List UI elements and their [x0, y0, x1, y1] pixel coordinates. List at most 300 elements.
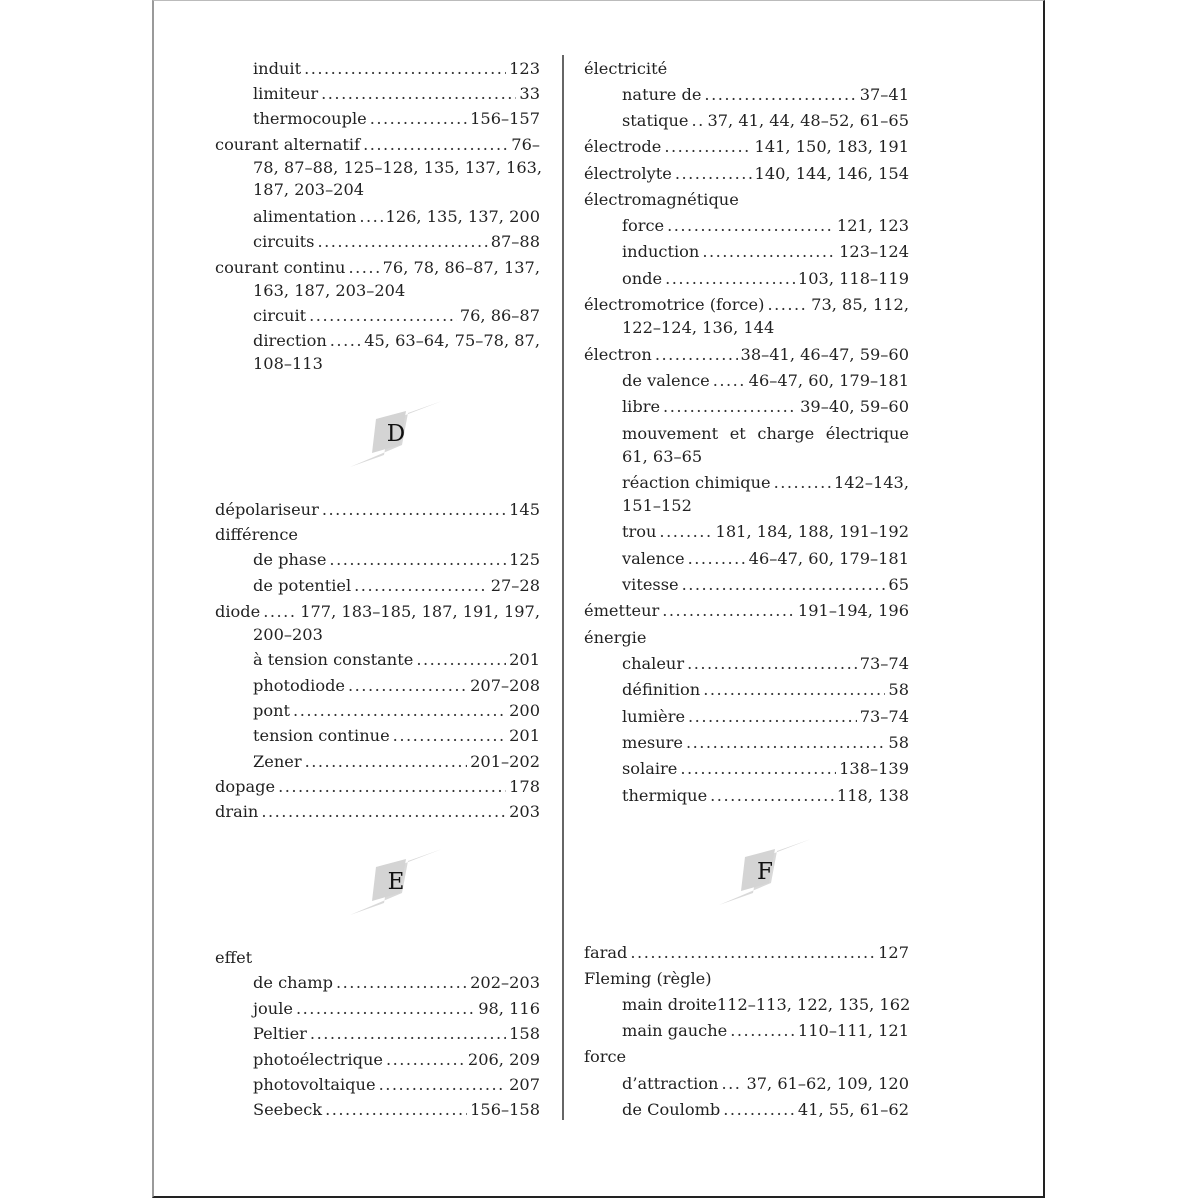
dot-leader	[309, 305, 457, 328]
entry-term: Zener	[253, 752, 302, 771]
entry-line	[622, 706, 909, 729]
dot-leader	[317, 231, 487, 254]
entry-line	[622, 472, 909, 495]
entry-line	[253, 575, 540, 598]
index-subentry	[622, 268, 909, 291]
entry-term: mouvement et charge électrique	[622, 424, 909, 443]
entry-line	[622, 521, 909, 544]
entry-pages-continuation: 78, 87–88, 125–128, 135, 137, 163,	[253, 157, 543, 177]
entry-pages: 46–47, 60, 179–181	[748, 371, 909, 390]
index-subentry	[622, 396, 909, 419]
dot-leader	[359, 206, 382, 229]
entry-pages-continuation: 108–113	[253, 353, 323, 373]
entry-term: thermocouple	[253, 109, 367, 128]
entry-term: valence	[622, 549, 685, 568]
entry-line	[584, 627, 909, 650]
dot-leader	[713, 370, 746, 393]
column-divider	[562, 55, 564, 1120]
entry-pages: 203	[509, 802, 540, 821]
entry-term: électrolyte	[584, 164, 672, 183]
index-subentry	[253, 649, 540, 672]
dot-leader	[686, 732, 885, 755]
entry-line	[622, 84, 909, 107]
dot-leader	[667, 215, 834, 238]
entry-term: réaction chimique	[622, 473, 771, 492]
index-subentry	[253, 549, 540, 572]
entry-line	[253, 1099, 540, 1122]
entry-pages: 138–139	[839, 759, 909, 778]
entry-pages: 73, 85, 112,	[811, 295, 909, 314]
dot-leader	[363, 134, 508, 157]
entry-line	[253, 231, 540, 254]
dot-leader	[393, 725, 506, 748]
dot-leader	[710, 785, 834, 808]
dot-leader	[675, 163, 752, 186]
index-entry	[215, 601, 540, 646]
entry-term: induit	[253, 59, 302, 78]
index-subentry	[622, 574, 909, 597]
dot-leader	[688, 548, 746, 571]
entry-term: nature de	[622, 85, 702, 104]
entry-pages: 156–157	[470, 109, 540, 128]
index-subentry	[622, 1020, 909, 1043]
entry-term: définition	[622, 680, 701, 699]
entry-pages: 110–111, 121	[797, 1021, 909, 1040]
entry-line	[622, 758, 909, 781]
entry-pages: 127	[878, 943, 909, 962]
entry-term: mesure	[622, 733, 683, 752]
index-entry	[584, 627, 909, 650]
index-subentry	[253, 700, 540, 723]
entry-pages: 177, 183–185, 187, 191, 197,	[300, 602, 540, 621]
entry-pages: 181, 184, 188, 191–192	[715, 522, 909, 541]
dot-leader	[263, 601, 297, 624]
entry-pages: 207	[509, 1075, 540, 1094]
index-subentry	[622, 732, 909, 755]
section-letter-badge	[715, 837, 815, 907]
entry-line	[622, 423, 909, 446]
entry-pages: 191–194, 196	[797, 601, 909, 620]
index-entry	[215, 524, 540, 547]
index-entry	[215, 134, 543, 202]
entry-term: direction	[253, 331, 327, 350]
entry-line	[622, 396, 909, 419]
index-subentry	[622, 758, 909, 781]
section-letter-badge	[346, 399, 446, 469]
entry-term: électrode	[584, 137, 662, 156]
dot-leader	[329, 549, 506, 572]
index-entry	[215, 801, 540, 824]
dot-leader	[665, 268, 795, 291]
dot-leader	[336, 972, 467, 995]
entry-line	[253, 549, 540, 572]
entry-line	[584, 1046, 909, 1069]
entry-pages: 37–41	[859, 85, 909, 104]
entry-line	[622, 785, 909, 808]
index-entry	[584, 942, 909, 965]
entry-term: électromagnétique	[584, 190, 739, 209]
entry-term: effet	[215, 948, 253, 967]
entry-pages: 201–202	[470, 752, 540, 771]
index-subentry	[622, 785, 909, 808]
entry-line	[253, 83, 540, 106]
dot-leader	[278, 776, 506, 799]
entry-term: tension continue	[253, 726, 390, 745]
entry-term: diode	[215, 602, 261, 621]
entry-line	[622, 370, 909, 393]
dot-leader	[664, 136, 751, 159]
dot-leader	[663, 396, 797, 419]
entry-pages: 37, 61–62, 109, 120	[746, 1074, 909, 1093]
entry-term: chaleur	[622, 654, 685, 673]
index-subentry	[622, 241, 909, 264]
dot-leader	[662, 600, 795, 623]
entry-line	[215, 776, 540, 799]
entry-pages: 141, 150, 183, 191	[754, 137, 909, 156]
entry-pages-continuation: 163, 187, 203–204	[253, 280, 406, 300]
entry-pages-continuation: 122–124, 136, 144	[622, 317, 775, 337]
entry-line	[622, 268, 909, 291]
dot-leader	[688, 706, 857, 729]
entry-line	[215, 801, 540, 824]
entry-term: Seebeck	[253, 1100, 323, 1119]
index-subentry	[622, 472, 909, 517]
entry-pages: 98, 116	[478, 999, 540, 1018]
dot-leader	[370, 108, 467, 131]
entry-pages: 38–41, 46–47, 59–60	[740, 345, 909, 364]
entry-term: thermique	[622, 786, 708, 805]
entry-pages: 200	[509, 701, 540, 720]
entry-term: pont	[253, 701, 291, 720]
entry-line	[253, 649, 540, 672]
entry-line	[253, 751, 540, 774]
entry-term: photodiode	[253, 676, 346, 695]
dot-leader	[721, 1073, 743, 1096]
dot-leader	[630, 942, 875, 965]
entry-line	[215, 947, 540, 970]
index-entry	[215, 257, 540, 302]
entry-pages: 118, 138	[836, 786, 909, 805]
entry-line	[622, 548, 909, 571]
entry-line	[622, 1073, 909, 1096]
entry-pages: 33	[519, 84, 540, 103]
entry-term: photovoltaique	[253, 1075, 376, 1094]
dot-leader	[348, 675, 467, 698]
entry-line	[253, 58, 540, 81]
entry-pages: 121, 123	[836, 216, 909, 235]
entry-term: limiteur	[253, 84, 319, 103]
entry-pages-continuation: 61, 63–65	[622, 446, 703, 466]
entry-line	[584, 163, 909, 186]
entry-term: drain	[215, 802, 259, 821]
index-subentry	[253, 1049, 540, 1072]
entry-term: émetteur	[584, 601, 660, 620]
entry-pages: 178	[509, 777, 540, 796]
index-entry	[215, 947, 540, 970]
entry-line	[584, 968, 909, 991]
index-subentry	[622, 706, 909, 729]
index-subentry	[253, 58, 540, 81]
entry-line	[584, 294, 909, 317]
entry-pages: 76, 78, 86–87, 137,	[382, 258, 540, 277]
entry-line	[622, 574, 909, 597]
index-entry	[584, 1046, 909, 1069]
entry-term: solaire	[622, 759, 678, 778]
entry-line	[253, 1023, 540, 1046]
index-subentry	[622, 215, 909, 238]
dot-leader	[321, 83, 516, 106]
entry-pages: 76–	[511, 135, 540, 154]
dot-leader	[702, 241, 836, 264]
index-subentry	[253, 1074, 540, 1097]
entry-line	[215, 601, 540, 624]
entry-term: onde	[622, 269, 663, 288]
entry-term: électromotrice (force)	[584, 295, 765, 314]
dot-leader	[261, 801, 506, 824]
index-subentry	[622, 423, 909, 468]
entry-pages: 207–208	[470, 676, 540, 695]
index-entry	[584, 58, 909, 81]
entry-pages: 206, 209	[467, 1050, 540, 1069]
section-letter-badge	[346, 847, 446, 917]
dot-leader	[723, 1099, 795, 1122]
index-subentry	[622, 84, 909, 107]
entry-line	[584, 58, 909, 81]
entry-term: trou	[622, 522, 657, 541]
entry-pages: 65	[888, 575, 909, 594]
entry-term: d’attraction	[622, 1074, 719, 1093]
entry-term: courant continu	[215, 258, 346, 277]
entry-term: de phase	[253, 550, 327, 569]
index-entry	[584, 136, 909, 159]
index-subentry	[253, 575, 540, 598]
dot-leader	[730, 1020, 795, 1043]
index-subentry	[622, 653, 909, 676]
dot-leader	[305, 751, 468, 774]
index-entry	[215, 499, 540, 522]
entry-pages: 202–203	[470, 973, 540, 992]
entry-pages: 123–124	[839, 242, 909, 261]
entry-line	[215, 257, 540, 280]
entry-line	[253, 1049, 540, 1072]
index-subentry	[622, 110, 909, 133]
index-subentry	[253, 751, 540, 774]
entry-term: farad	[584, 943, 628, 962]
entry-pages: 142–143,	[833, 473, 909, 492]
entry-term: de champ	[253, 973, 333, 992]
dot-leader	[680, 758, 836, 781]
entry-line	[622, 994, 909, 1017]
dot-leader	[774, 472, 831, 495]
entry-term: libre	[622, 397, 661, 416]
section-letter: E	[387, 869, 405, 895]
entry-term: force	[622, 216, 665, 235]
dot-leader	[379, 1074, 507, 1097]
entry-pages: 201	[509, 726, 540, 745]
index-subentry	[253, 1099, 540, 1122]
section-letter: D	[386, 421, 406, 447]
entry-line	[622, 653, 909, 676]
dot-leader	[386, 1049, 465, 1072]
index-subentry	[253, 972, 540, 995]
entry-line	[215, 524, 540, 547]
entry-pages: 76, 86–87	[459, 306, 540, 325]
dot-leader	[682, 574, 886, 597]
dot-leader	[304, 58, 506, 81]
entry-line	[253, 330, 540, 353]
dot-leader	[687, 653, 857, 676]
entry-term: lumière	[622, 707, 686, 726]
entry-line	[622, 1099, 909, 1122]
entry-term: joule	[253, 999, 293, 1018]
entry-pages: 46–47, 60, 179–181	[748, 549, 909, 568]
index-subentry	[253, 330, 540, 375]
entry-term: de potentiel	[253, 576, 352, 595]
entry-pages: 73–74	[859, 707, 909, 726]
entry-line	[584, 189, 909, 212]
entry-pages: 201	[509, 650, 540, 669]
index-subentry	[253, 305, 540, 328]
index-entry	[584, 600, 909, 623]
entry-pages: 45, 63–64, 75–78, 87,	[364, 331, 540, 350]
dot-leader	[293, 700, 506, 723]
entry-line	[584, 344, 909, 367]
index-entry	[584, 294, 909, 339]
dot-leader	[310, 1023, 506, 1046]
entry-line	[253, 206, 540, 229]
index-subentry	[253, 675, 540, 698]
entry-line	[253, 1074, 540, 1097]
index-subentry	[253, 206, 540, 229]
dot-leader	[348, 257, 379, 280]
dot-leader	[330, 330, 361, 353]
index-subentry	[622, 679, 909, 702]
entry-pages: 156–158	[470, 1100, 540, 1119]
entry-term: de Coulomb	[622, 1100, 721, 1119]
index-subentry	[622, 521, 909, 544]
entry-pages: 145	[509, 500, 540, 519]
dot-leader	[354, 575, 488, 598]
entry-term: circuits	[253, 232, 315, 251]
index-subentry	[253, 998, 540, 1021]
entry-term: courant alternatif	[215, 135, 361, 154]
entry-line	[622, 241, 909, 264]
index-subentry	[622, 370, 909, 393]
entry-term: vitesse	[622, 575, 679, 594]
dot-leader	[703, 679, 885, 702]
entry-pages: 103, 118–119	[797, 269, 909, 288]
index-entry	[584, 163, 909, 186]
index-subentry	[253, 83, 540, 106]
entry-line	[253, 700, 540, 723]
index-subentry	[253, 108, 540, 131]
index-subentry	[622, 1073, 909, 1096]
entry-line	[215, 134, 540, 157]
index-subentry	[622, 1099, 909, 1122]
entry-term: circuit	[253, 306, 307, 325]
entry-term: Peltier	[253, 1024, 307, 1043]
index-subentry	[622, 994, 909, 1017]
entry-term: dépolariseur	[215, 500, 319, 519]
entry-pages-continuation: 200–203	[253, 624, 323, 644]
entry-line	[253, 972, 540, 995]
entry-term: photoélectrique	[253, 1050, 383, 1069]
entry-pages: 73–74	[859, 654, 909, 673]
index-subentry	[253, 1023, 540, 1046]
entry-term: Fleming (règle)	[584, 969, 712, 988]
entry-term: main droite	[622, 995, 717, 1014]
entry-pages-continuation: 151–152	[622, 495, 692, 515]
entry-term: énergie	[584, 628, 647, 647]
index-entry	[584, 189, 909, 212]
entry-pages: 123	[509, 59, 540, 78]
entry-term: dopage	[215, 777, 276, 796]
entry-pages: 158	[509, 1024, 540, 1043]
entry-pages: 87–88	[490, 232, 540, 251]
entry-pages: 126, 135, 137, 200	[385, 207, 540, 226]
entry-term: différence	[215, 525, 299, 544]
index-subentry	[253, 725, 540, 748]
entry-line	[622, 110, 909, 133]
entry-pages: 58	[888, 733, 909, 752]
dot-leader	[704, 84, 856, 107]
dot-leader	[296, 998, 475, 1021]
entry-term: électricité	[584, 59, 668, 78]
dot-leader	[767, 294, 808, 317]
entry-term: induction	[622, 242, 700, 261]
entry-line	[622, 1020, 909, 1043]
index-entry	[215, 776, 540, 799]
section-letter: F	[757, 859, 773, 885]
entry-line	[253, 675, 540, 698]
entry-pages-continuation: 187, 203–204	[253, 180, 365, 199]
entry-line	[253, 108, 540, 131]
entry-pages: 112–113, 122, 135, 162	[716, 995, 911, 1014]
dot-leader	[416, 649, 506, 672]
entry-line	[622, 215, 909, 238]
entry-pages: 27–28	[490, 576, 540, 595]
entry-line	[622, 679, 909, 702]
entry-line	[253, 998, 540, 1021]
entry-term: statique	[622, 111, 689, 130]
entry-term: à tension constante	[253, 650, 414, 669]
entry-term: main gauche	[622, 1021, 728, 1040]
entry-line	[584, 136, 909, 159]
entry-term: force	[584, 1047, 627, 1066]
dot-leader	[325, 1099, 467, 1122]
entry-pages: 140, 144, 146, 154	[754, 164, 909, 183]
entry-pages: 41, 55, 61–62	[797, 1100, 909, 1119]
entry-pages: 125	[509, 550, 540, 569]
entry-line	[584, 600, 909, 623]
index-subentry	[622, 548, 909, 571]
entry-line	[253, 725, 540, 748]
dot-leader	[322, 499, 506, 522]
entry-term: alimentation	[253, 207, 357, 226]
dot-leader	[692, 110, 705, 133]
dot-leader	[659, 521, 712, 544]
entry-pages: 58	[888, 680, 909, 699]
entry-term: de valence	[622, 371, 710, 390]
dot-leader	[655, 344, 738, 367]
index-subentry	[253, 231, 540, 254]
index-entry	[584, 968, 909, 991]
entry-line	[622, 732, 909, 755]
entry-pages: 37, 41, 44, 48–52, 61–65	[707, 111, 909, 130]
entry-pages: 39–40, 59–60	[800, 397, 909, 416]
entry-term: électron	[584, 345, 652, 364]
entry-line	[584, 942, 909, 965]
